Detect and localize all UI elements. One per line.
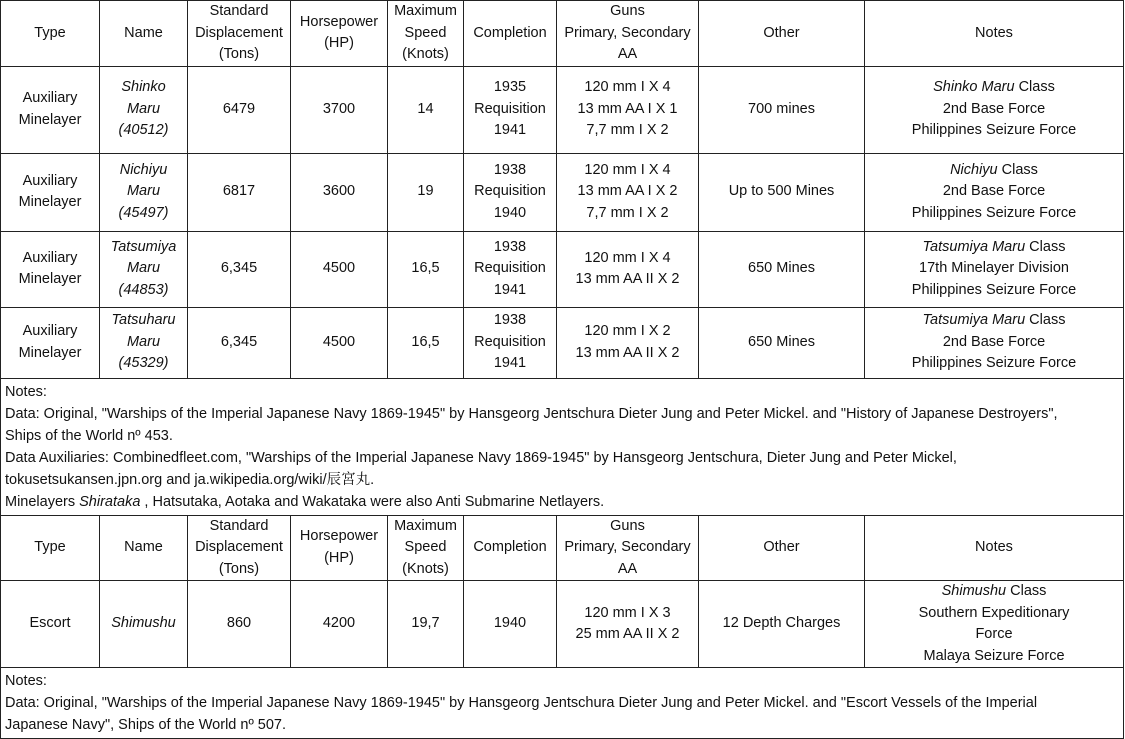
cell-name: Tatsumiya Maru (44853)	[100, 231, 188, 307]
cell-notes: Nichiyu Class 2nd Base Force Philippines Seizure Force	[865, 153, 1124, 231]
table-row	[1, 66, 1124, 153]
cell-other: 700 mines	[699, 66, 865, 153]
cell-notes: Tatsumiya Maru Class 17th Minelayer Division Philippines Seizure Force	[865, 231, 1124, 307]
header-notes: Notes	[865, 1, 1124, 67]
class-name: Tatsumiya Maru	[922, 312, 1026, 329]
header-name: Name	[100, 1, 188, 67]
class-name: Nichiyu	[950, 161, 998, 178]
cell-guns: 120 mm I X 4 13 mm AA II X 2	[557, 231, 699, 307]
cell-speed: 19	[388, 153, 464, 231]
cell-guns: 120 mm I X 4 13 mm AA I X 1 7,7 mm I X 2	[557, 66, 699, 153]
cell-completion: 1938 Requisition 1941	[464, 231, 557, 307]
table-row	[1, 153, 1124, 231]
cell-displacement: 860	[188, 581, 291, 668]
cell-displacement: 6,345	[188, 231, 291, 307]
table-row	[1, 581, 1124, 668]
header-notes: Notes	[865, 515, 1124, 581]
notes-aux-line: tokusetsukansen.jpn.org and ja.wikipedia.org/wiki/辰宮丸.	[5, 471, 375, 488]
header-guns: Guns Primary, Secondary AA	[557, 1, 699, 67]
cell-notes: Shimushu Class Southern Expeditionary Force Malaya Seizure Force	[865, 581, 1124, 668]
cell-other: 650 Mines	[699, 307, 865, 378]
cell-notes: Tatsumiya Maru Class 2nd Base Force Philippines Seizure Force	[865, 307, 1124, 378]
cell-name: Shinko Maru (40512)	[100, 66, 188, 153]
notes-data-line: Ships of the World nº 453.	[5, 427, 173, 444]
minelayer-header-row	[1, 1, 1124, 67]
minelayer-notes	[1, 378, 1124, 515]
notes-data-line: Japanese Navy", Ships of the World nº 507.	[5, 717, 287, 733]
cell-speed: 19,7	[388, 581, 464, 668]
cell-horsepower: 4500	[291, 307, 388, 378]
cell-type: Auxiliary Minelayer	[1, 307, 100, 378]
cell-guns: 120 mm I X 4 13 mm AA I X 2 7,7 mm I X 2	[557, 153, 699, 231]
header-name: Name	[100, 515, 188, 581]
cell-type: Auxiliary Minelayer	[1, 66, 100, 153]
table-row	[1, 307, 1124, 378]
header-speed: Maximum Speed (Knots)	[388, 1, 464, 67]
cell-guns: 120 mm I X 3 25 mm AA II X 2	[557, 581, 699, 668]
escort-notes	[1, 668, 1124, 739]
header-displacement: Standard Displacement (Tons)	[188, 1, 291, 67]
notes-heading: Notes:	[5, 673, 47, 689]
notes-data-line: Data: Original, "Warships of the Imperial Japanese Navy 1869-1945" by Hansgeorg Jentschura Dieter Jung and Peter Mickel. and "Escort Vessels of the Imperial	[5, 695, 1038, 711]
cell-displacement: 6817	[188, 153, 291, 231]
cell-completion: 1938 Requisition 1941	[464, 307, 557, 378]
cell-horsepower: 3600	[291, 153, 388, 231]
header-horsepower: Horsepower (HP)	[291, 1, 388, 67]
cell-completion: 1940	[464, 581, 557, 668]
cell-completion: 1935 Requisition 1941	[464, 66, 557, 153]
header-horsepower: Horsepower (HP)	[291, 515, 388, 581]
class-name: Shinko Maru	[933, 79, 1015, 96]
header-type: Type	[1, 1, 100, 67]
header-displacement: Standard Displacement (Tons)	[188, 515, 291, 581]
header-guns: Guns Primary, Secondary AA	[557, 515, 699, 581]
table-row	[1, 231, 1124, 307]
cell-displacement: 6,345	[188, 307, 291, 378]
header-completion: Completion	[464, 1, 557, 67]
cell-type: Escort	[1, 581, 100, 668]
escort-header-row	[1, 515, 1124, 581]
cell-horsepower: 3700	[291, 66, 388, 153]
notes-data-line: Data: Original, "Warships of the Imperial Japanese Navy 1869-1945" by Hansgeorg Jentschura Dieter Jung and Peter Mickel. and "History of Japanese Destroyers",	[5, 405, 1058, 422]
header-other: Other	[699, 515, 865, 581]
header-speed: Maximum Speed (Knots)	[388, 515, 464, 581]
notes-aux-line: Data Auxiliaries: Combinedfleet.com, "Warships of the Imperial Japanese Navy 1869-1945" by Hansgeorg Jentschura, Dieter Jung and Peter Mickel,	[5, 449, 957, 466]
escort-notes-row	[1, 668, 1124, 739]
cell-guns: 120 mm I X 2 13 mm AA II X 2	[557, 307, 699, 378]
cell-other: 12 Depth Charges	[699, 581, 865, 668]
cell-type: Auxiliary Minelayer	[1, 153, 100, 231]
class-name: Shimushu	[941, 583, 1007, 599]
cell-horsepower: 4500	[291, 231, 388, 307]
header-other: Other	[699, 1, 865, 67]
class-name: Tatsumiya Maru	[922, 238, 1026, 255]
header-completion: Completion	[464, 515, 557, 581]
notes-heading: Notes:	[5, 383, 47, 400]
cell-notes: Shinko Maru Class 2nd Base Force Philippines Seizure Force	[865, 66, 1124, 153]
cell-name: Nichiyu Maru (45497)	[100, 153, 188, 231]
header-type: Type	[1, 515, 100, 581]
cell-displacement: 6479	[188, 66, 291, 153]
notes-netlayer-line: Minelayers Shirataka , Hatsutaka, Aotaka and Wakataka were also Anti Submarine Netlayers.	[5, 493, 605, 510]
cell-other: Up to 500 Mines	[699, 153, 865, 231]
cell-other: 650 Mines	[699, 231, 865, 307]
cell-speed: 14	[388, 66, 464, 153]
cell-name: Shimushu	[100, 581, 188, 668]
cell-speed: 16,5	[388, 307, 464, 378]
cell-type: Auxiliary Minelayer	[1, 231, 100, 307]
cell-completion: 1938 Requisition 1940	[464, 153, 557, 231]
cell-speed: 16,5	[388, 231, 464, 307]
cell-horsepower: 4200	[291, 581, 388, 668]
cell-name: Tatsuharu Maru (45329)	[100, 307, 188, 378]
minelayer-notes-row	[1, 378, 1124, 515]
